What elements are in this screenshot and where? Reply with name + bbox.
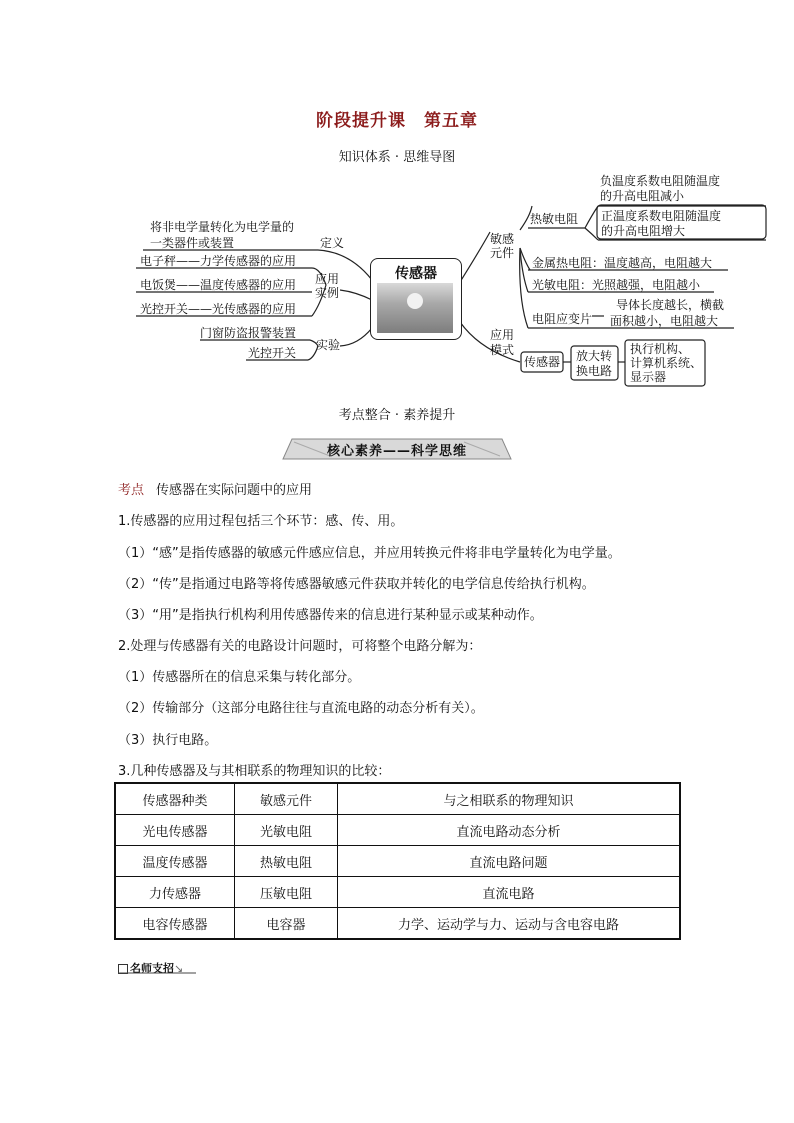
sensitive-element-label-line1: 敏感 xyxy=(490,232,515,246)
table-header-cell: 敏感元件 xyxy=(235,783,338,815)
table-cell: 光敏电阻 xyxy=(235,815,338,846)
thermistor-label: 热敏电阻 xyxy=(530,212,579,226)
ptc-text-line1: 正温度系数电阻随温度 xyxy=(601,209,722,223)
table-cell: 光电传感器 xyxy=(115,815,235,846)
flow-amplifier-line2: 换电路 xyxy=(576,364,613,378)
rover-shape xyxy=(407,293,423,309)
kaodian-heading xyxy=(118,479,312,498)
strain-desc-line2: 面积越小，电阻越大 xyxy=(610,314,719,328)
section-heading-integration: 考点整合 · 素养提升 xyxy=(338,408,456,423)
table-row xyxy=(115,908,680,940)
paragraph: （3）执行电路。 xyxy=(118,733,218,748)
tip-decoration-icon: ↘ xyxy=(174,962,184,975)
paragraph: 1.传感器的应用过程包括三个环节：感、传、用。 xyxy=(118,514,404,529)
application-item: 光控开关——光传感器的应用 xyxy=(140,302,297,316)
ntc-text-line2: 的升高电阻减小 xyxy=(600,189,685,203)
definition-label: 定义 xyxy=(320,236,345,250)
paragraph: （1）“感”是指传感器的敏感元件感应信息，并应用转换元件将非电学量转化为电学量。 xyxy=(118,546,621,561)
photoresistor-text: 光敏电阻：光照越强，电阻越小 xyxy=(532,278,701,292)
application-label-line1: 应用 xyxy=(315,272,340,286)
table-cell: 力传感器 xyxy=(115,877,235,908)
table-cell: 温度传感器 xyxy=(115,846,235,877)
paragraph: （3）“用”是指执行机构利用传感器传来的信息进行某种显示或某种动作。 xyxy=(118,608,543,623)
table-cell: 电容传感器 xyxy=(115,908,235,940)
flow-executor-line3: 显示器 xyxy=(630,370,667,384)
paragraph: 3.几种传感器及与其相联系的物理知识的比较： xyxy=(118,764,391,779)
table-cell: 电容器 xyxy=(235,908,338,940)
page-title: 阶段提升课 第五章 xyxy=(316,111,478,131)
definition-text-line1: 将非电学量转化为电学量的 xyxy=(150,220,295,234)
kaodian-tag: 考点 xyxy=(118,483,145,498)
table-header-cell: 传感器种类 xyxy=(115,783,235,815)
table-row xyxy=(115,846,680,877)
experiment-item: 门窗防盗报警装置 xyxy=(200,326,297,340)
paragraph: （2）“传”是指通过电路等将传感器敏感元件获取并转化的电学信息传给执行机构。 xyxy=(118,577,595,592)
table-row xyxy=(115,815,680,846)
application-item: 电子秤——力学传感器的应用 xyxy=(140,254,297,268)
ptc-text-line2: 的升高电阻增大 xyxy=(601,224,686,238)
table-cell: 力学、运动学与力、运动与含电容电路 xyxy=(338,908,681,940)
tip-underline xyxy=(118,972,200,976)
paragraph: （2）传输部分（这部分电路往往与直流电路的动态分析有关）。 xyxy=(118,701,484,716)
paragraph: 2.处理与传感器有关的电路设计问题时，可将整个电路分解为： xyxy=(118,639,482,654)
definition-text-line2: 一类器件或装置 xyxy=(150,236,235,250)
mindmap-center-node xyxy=(370,258,462,340)
sensor-comparison-table xyxy=(114,782,681,940)
moon-rover-photo xyxy=(377,283,453,333)
banner-text: 核心素养——科学思维 xyxy=(326,444,467,459)
paragraph: （1）传感器所在的信息采集与转化部分。 xyxy=(118,670,361,685)
flow-sensor-box: 传感器 xyxy=(524,355,561,369)
flow-amplifier-line1: 放大转 xyxy=(576,349,613,363)
flow-executor-line2: 计算机系统、 xyxy=(630,356,703,370)
application-label-line2: 实例 xyxy=(315,286,340,300)
experiment-label: 实验 xyxy=(316,338,341,352)
table-cell: 压敏电阻 xyxy=(235,877,338,908)
experiment-item: 光控开关 xyxy=(248,346,297,360)
strain-gauge-label: 电阻应变片 xyxy=(532,312,593,326)
sensitive-element-label-line2: 元件 xyxy=(490,246,515,260)
application-mode-label-line1: 应用 xyxy=(490,328,515,342)
core-literacy-banner xyxy=(282,438,512,460)
kaodian-title: 传感器在实际问题中的应用 xyxy=(156,483,313,498)
flow-executor-line1: 执行机构、 xyxy=(630,342,691,356)
table-cell: 热敏电阻 xyxy=(235,846,338,877)
table-cell: 直流电路 xyxy=(338,877,681,908)
table-header-row xyxy=(115,783,680,815)
tip-label: 名师支招 xyxy=(130,962,174,975)
ntc-text-line1: 负温度系数电阻随温度 xyxy=(600,174,721,188)
application-item: 电饭煲——温度传感器的应用 xyxy=(140,278,297,292)
section-heading-mindmap: 知识体系 · 思维导图 xyxy=(338,150,456,165)
metal-resistor-text: 金属热电阻：温度越高，电阻越大 xyxy=(532,256,713,270)
application-mode-label-line2: 模式 xyxy=(490,343,515,357)
table-header-cell: 与之相联系的物理知识 xyxy=(338,783,681,815)
table-row xyxy=(115,877,680,908)
strain-desc-line1: 导体长度越长，横截 xyxy=(616,298,725,312)
mindmap-center-label: 传感器 xyxy=(395,266,437,282)
table-cell: 直流电路问题 xyxy=(338,846,681,877)
table-cell: 直流电路动态分析 xyxy=(338,815,681,846)
